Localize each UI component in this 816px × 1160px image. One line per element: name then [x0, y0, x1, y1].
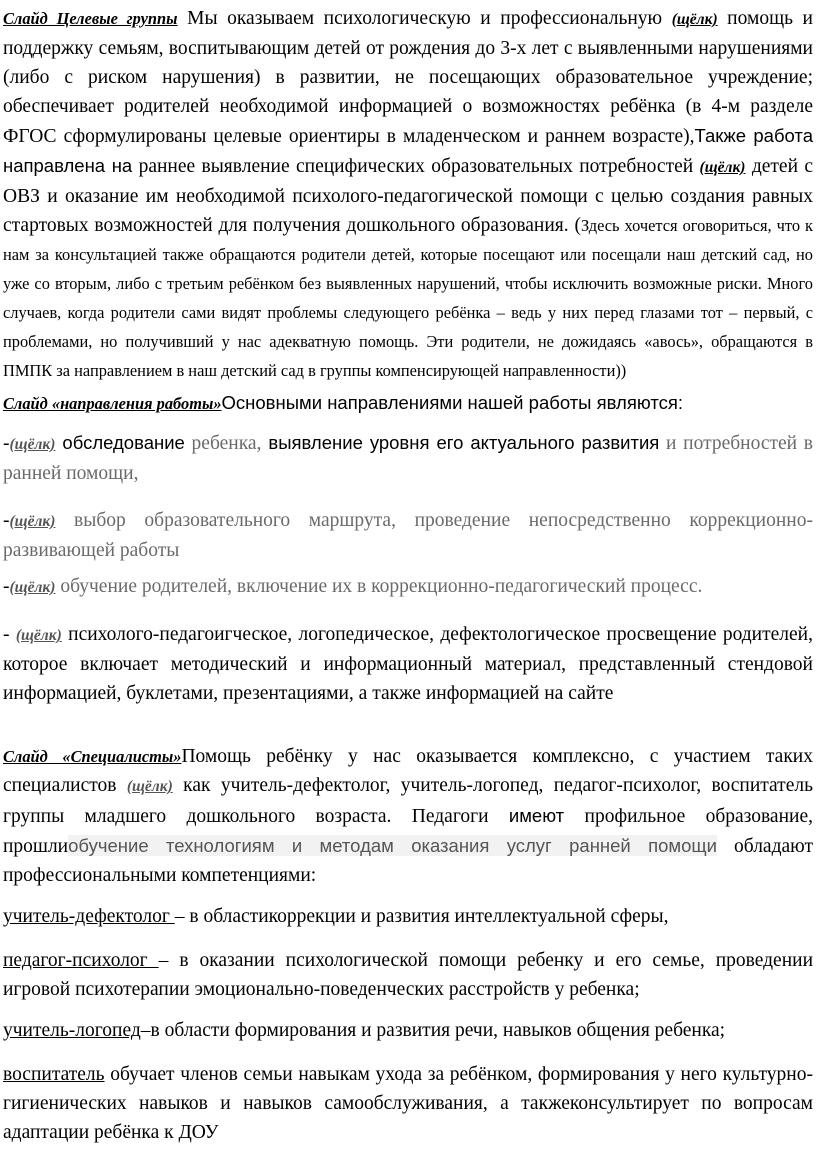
text: психолого-педагоигческое, логопедическое, дефектологическое просвещение родителей, которое включает методический и информационный материал, представленный стендовой информацией, буклетами, презентациями, а также информацией на сайте: [3, 624, 813, 704]
click-marker: (щёлк): [15, 627, 62, 644]
text: –в области формирования и развития речи, навыков общения ребенка;: [140, 1020, 726, 1041]
list-item: [3, 428, 813, 488]
text: – в областикоррекции и развития интеллектуальной сферы,: [174, 906, 669, 927]
slide-label-directions: Слайд «направления работы»: [3, 394, 222, 413]
text: выявление уровня его актуального развития: [261, 432, 660, 453]
text-highlighted: обучение технологиям и методам оказания услуг ранней помощи: [68, 835, 717, 856]
text: – в оказании психологической помощи ребенку и его семье, проведении игровой психотерапии эмоционально-поведенческих расстройств у ребенка;: [3, 950, 814, 1000]
text: Помощь ребёнку у нас оказывается комплексно, с участием таких специалистов: [3, 746, 813, 796]
specialist-item: [3, 1016, 813, 1045]
text: обучение родителей, включение их в коррекционно-педагогический процесс.: [55, 576, 703, 597]
list-item: [3, 620, 813, 708]
slide-label-target-groups: Слайд Целевые группы: [3, 9, 178, 28]
specialist-name: воспитатель: [3, 1064, 105, 1085]
text: имеют: [508, 805, 565, 826]
specialist-name: учитель-логопед: [3, 1020, 141, 1041]
text: обучает членов семьи навыкам ухода за ребёнком, формирования у него культурно-гигиенических навыков и навыков самообслуживания, а такжеконсультирует по вопросам адаптации ребёнка к ДОУ: [3, 1064, 813, 1143]
dash: -: [3, 510, 10, 531]
specialist-name: учитель-дефектолог: [3, 906, 175, 927]
text: Основными направлениями нашей работы являются:: [221, 392, 683, 413]
specialist-item: [3, 902, 813, 931]
text: Мы оказываем психологическую и профессиональную: [177, 8, 672, 29]
text: выбор образовательного маршрута, проведение непосредственно коррекционно-развивающей работы: [3, 510, 813, 561]
click-marker: (щёлк): [699, 159, 746, 176]
paragraph-target-groups: [3, 4, 813, 385]
text: профильное образование, прошли: [3, 806, 813, 857]
specialist-name: педагог-психолог: [3, 950, 159, 971]
text: помощь и поддержку семьям, воспитывающим детей от рождения до 3-х лет с выявленными нарушениями (либо с риском нарушения) в развитии, не посещающих образовательное учреждение; обеспечивает родителей необходимой информацией о возможностях ребёнка (в 4-м разделе ФГОС сформулированы целевые ориентиры в младенческом и раннем возрасте),: [3, 8, 813, 147]
text: раннее выявление специфических образовательных потребностей: [132, 156, 700, 177]
specialist-item: [3, 1060, 813, 1147]
click-marker: (щёлк): [126, 778, 173, 795]
list-item: [3, 572, 813, 602]
specialist-item: [3, 946, 813, 1004]
slide-label-specialists: Слайд «Специалисты»: [3, 747, 182, 766]
text: как учитель-дефектолог, учитель-логопед, педагог-психолог, воспитатель группы младшего дошкольного возраста. Педагоги: [3, 775, 813, 827]
paragraph-specialists: [3, 742, 813, 890]
dash: -: [3, 624, 16, 645]
list-item: [3, 506, 813, 565]
text: ребенка,: [184, 433, 262, 454]
dash: -: [3, 576, 10, 597]
click-marker: (щёлк): [9, 436, 56, 453]
paragraph-directions: [3, 388, 813, 418]
text: обладают профессиональными компетенциями:: [3, 836, 813, 886]
text: и потребностей в ранней помощи,: [3, 433, 813, 484]
click-marker: (щёлк): [671, 11, 718, 28]
dash: -: [3, 433, 10, 454]
text: Также работа направлена на: [3, 125, 813, 176]
text: детей с ОВЗ и оказание им необходимой психолого-педагогической помощи с целью создания равных стартовых возможностей для получения дошкольного образования. (: [3, 156, 814, 236]
click-marker: (щёлк): [9, 513, 56, 530]
text: обследование: [55, 432, 185, 453]
text-note: Здесь хочется оговориться, что к нам за консультацией также обращаются родители детей, которые посещают или посещали наш детский сад, но уже со вторым, либо с третьим ребёнком без выявленных нарушений, чтобы исключить возможные риски. Много случаев, когда родители сами видят проблемы следующего ребёнка – ведь у них перед глазами тот – первый, с проблемами, но получивший у нас адекватную помощь. Эти родители, не дожидаясь «авось», обращаются в ПМПК за направлением в наш детский сад в группы компенсирующей направленности)): [3, 216, 813, 380]
click-marker: (щёлк): [9, 579, 56, 596]
